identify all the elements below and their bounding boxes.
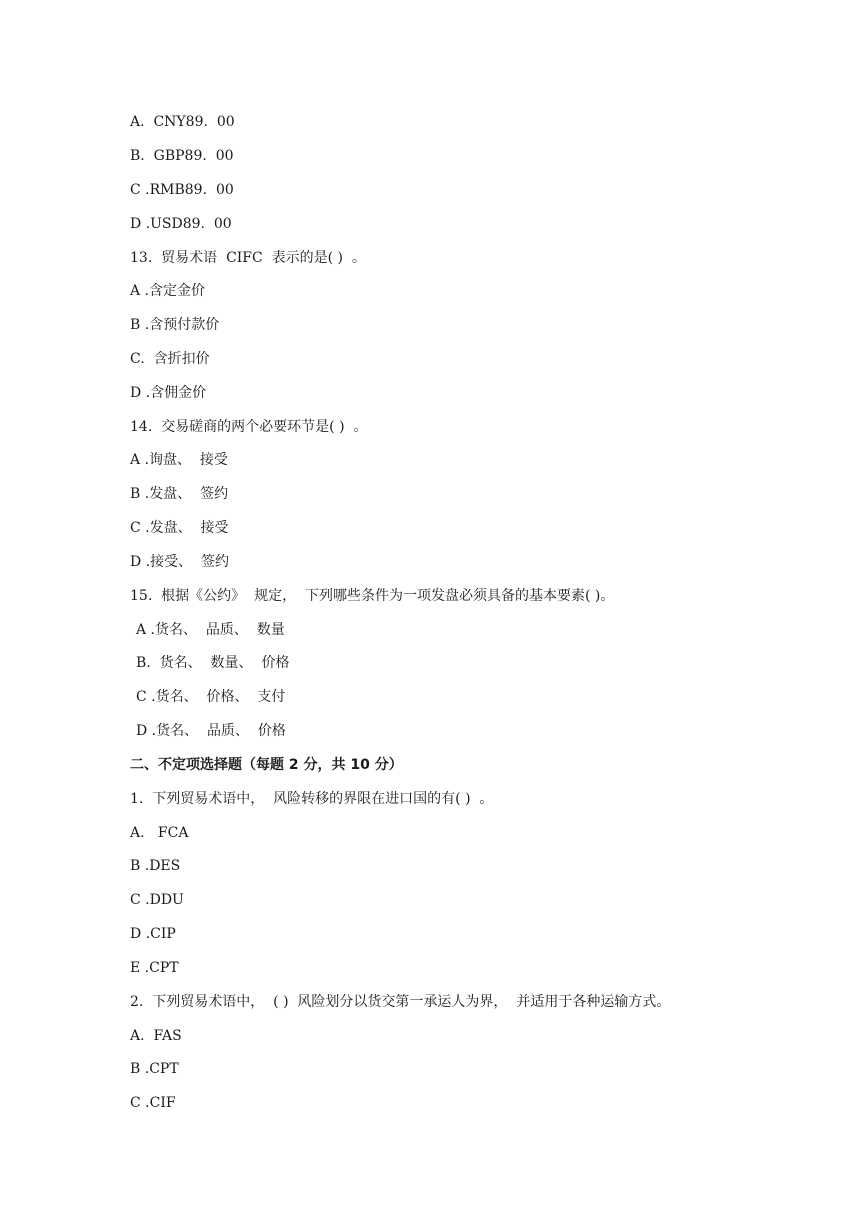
question-13: 13. 贸易术语 CIFC 表示的是( ) 。 bbox=[130, 250, 366, 266]
section2-question-1: 1. 下列贸易术语中， 风险转移的界限在进口国的有( ) 。 bbox=[130, 791, 494, 807]
q13-option-d: D .含佣金价 bbox=[130, 385, 207, 401]
s2q1-option-e: E .CPT bbox=[130, 960, 179, 976]
section2-question-2: 2. 下列贸易术语中， ( ) 风险划分以货交第一承运人为界， 并适用于各种运输方式。 bbox=[130, 994, 671, 1010]
question-14: 14. 交易磋商的两个必要环节是( ) 。 bbox=[130, 419, 368, 435]
s2q2-option-c: C .CIF bbox=[130, 1095, 176, 1111]
question-15: 15. 根据《公约》 规定， 下列哪些条件为一项发盘必须具备的基本要素( )。 bbox=[130, 588, 615, 604]
s2q1-option-c: C .DDU bbox=[130, 892, 184, 908]
s2q2-option-b: B .CPT bbox=[130, 1061, 179, 1077]
q13-option-a: A .含定金价 bbox=[130, 283, 206, 299]
s2q1-option-a: A. FCA bbox=[130, 825, 189, 841]
option-b-gbp: B. GBP89. 00 bbox=[130, 148, 234, 164]
s2q1-option-b: B .DES bbox=[130, 858, 181, 874]
q14-option-d: D .接受、 签约 bbox=[130, 554, 230, 570]
option-a-cny: A. CNY89. 00 bbox=[130, 114, 235, 130]
s2q1-option-d: D .CIP bbox=[130, 926, 176, 942]
q14-option-b: B .发盘、 签约 bbox=[130, 486, 229, 502]
q14-option-a: A .询盘、 接受 bbox=[130, 452, 228, 468]
section-heading-2: 二、不定项选择题（每题 2 分，共 10 分） bbox=[130, 757, 403, 773]
s2q2-option-a: A. FAS bbox=[130, 1028, 182, 1044]
q13-option-b: B .含预付款价 bbox=[130, 317, 220, 333]
option-d-usd: D .USD89. 00 bbox=[130, 216, 232, 232]
q15-option-d: D .货名、 品质、 价格 bbox=[136, 723, 286, 739]
q15-option-c: C .货名、 价格、 支付 bbox=[136, 689, 286, 705]
q15-option-a: A .货名、 品质、 数量 bbox=[136, 622, 285, 638]
q15-option-b: B. 货名、 数量、 价格 bbox=[136, 655, 290, 671]
option-c-rmb: C .RMB89. 00 bbox=[130, 182, 234, 198]
q14-option-c: C .发盘、 接受 bbox=[130, 520, 229, 536]
q13-option-c: C. 含折扣价 bbox=[130, 351, 210, 367]
